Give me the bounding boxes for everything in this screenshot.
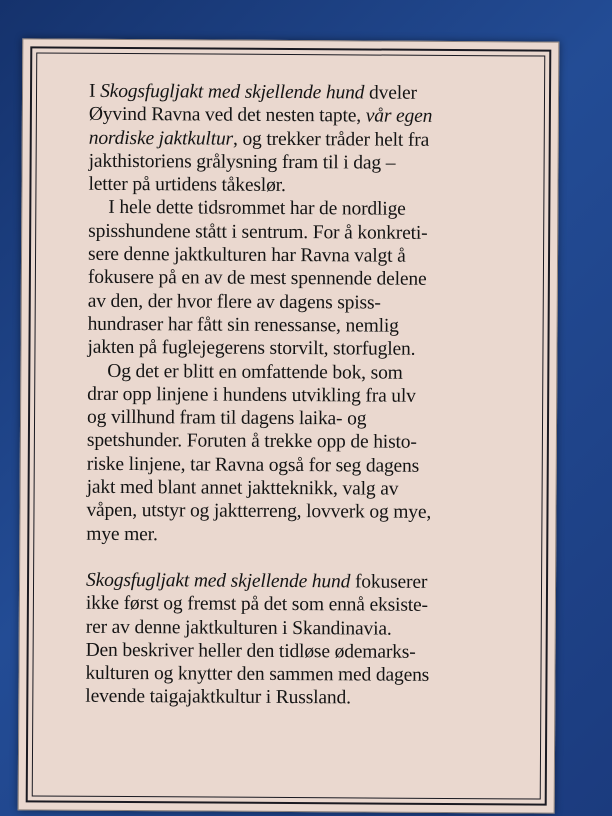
paragraph: [88, 80, 559, 199]
text-line: [89, 80, 559, 106]
text-line: [86, 592, 556, 618]
text-line: [85, 662, 555, 688]
text-segment: ikke først og fremst på det som ennå eksiste-: [85, 593, 428, 617]
text-line: [87, 476, 557, 502]
paragraph-gap: [86, 546, 556, 572]
italic-title-text: Skogsfugljakt med skjellende hund: [100, 80, 365, 104]
text-line: [89, 126, 559, 152]
text-line: [87, 453, 557, 479]
text-segment: fokusere på en av de mest spennende delene: [87, 267, 427, 291]
text-segment: spisshundene stått i sentrum. For å konkreti-: [88, 220, 428, 244]
paragraph: [87, 196, 558, 362]
text-line: [89, 103, 559, 129]
text-line: [86, 499, 556, 525]
text-line: [87, 336, 557, 362]
text-line: [87, 406, 557, 432]
text-line: [86, 615, 556, 641]
italic-title-text: Skogsfugljakt med skjellende hund: [85, 569, 351, 593]
text-segment: Og det er blitt en omfattende bok, som: [107, 360, 403, 384]
text-line: [88, 196, 558, 222]
italic-title-text: nordiske jaktkultur: [88, 127, 234, 150]
text-line: [88, 173, 558, 199]
text-segment: I hele dette tidsrommet har de nordlige: [108, 197, 406, 221]
text-line: [86, 569, 556, 595]
text-segment: dveler: [364, 82, 417, 104]
paragraph: [85, 569, 556, 712]
text-segment: og villhund fram til dagens laika- og: [86, 406, 367, 430]
text-segment: drar opp linjene i hundens utvikling fra ulv: [87, 383, 416, 407]
text-segment: fokuserer: [350, 571, 428, 593]
text-line: [86, 522, 556, 548]
blurb-text: [85, 80, 559, 712]
text-line: [88, 289, 558, 315]
text-segment: sere denne jaktkulturen har Ravna valgt å: [87, 243, 406, 267]
text-segment: I: [88, 80, 101, 102]
text-line: [87, 383, 557, 409]
paragraph: [86, 359, 557, 548]
text-line: [87, 429, 557, 455]
text-segment: Øyvind Ravna ved det nesten tapte,: [88, 104, 366, 127]
text-line: [88, 313, 558, 339]
text-segment: mye mer.: [86, 523, 158, 545]
text-segment: spetshunder. Foruten å trekke opp de histo-: [86, 430, 417, 454]
text-line: [85, 685, 555, 711]
back-cover-text-panel: [18, 38, 560, 813]
text-segment: jakten på fuglejegerens storvilt, storfuglen.: [87, 337, 416, 361]
text-segment: jakthistoriens grålysning fram til i dag –: [88, 150, 396, 174]
text-line: [88, 266, 558, 292]
text-segment: av den, der hvor flere av dagens spiss-: [87, 290, 381, 314]
text-segment: letter på urtidens tåkeslør.: [88, 173, 286, 197]
text-line: [87, 359, 557, 385]
text-segment: kulturen og knytter den sammen med dagens: [85, 662, 430, 686]
text-line: [88, 220, 558, 246]
text-segment: Den beskriver heller den tidløse ødemarks-: [85, 639, 416, 663]
italic-title-text: vår egen: [365, 105, 433, 128]
text-segment: våpen, utstyr og jaktterreng, lovverk og mye,: [86, 500, 432, 524]
text-segment: , og trekker tråder helt fra: [232, 128, 430, 151]
text-segment: rer av denne jaktkulturen i Skandinavia.: [85, 616, 392, 640]
text-segment: riske linjene, tar Ravna også for seg dagens: [86, 453, 420, 477]
text-segment: jakt med blant annet jaktteknikk, valg av: [86, 476, 399, 500]
text-line: [86, 639, 556, 665]
text-segment: hundraser har fått sin renessanse, nemlig: [87, 313, 399, 337]
text-segment: levende taigajaktkultur i Russland.: [85, 686, 351, 709]
text-line: [88, 243, 558, 269]
text-line: [89, 150, 559, 176]
